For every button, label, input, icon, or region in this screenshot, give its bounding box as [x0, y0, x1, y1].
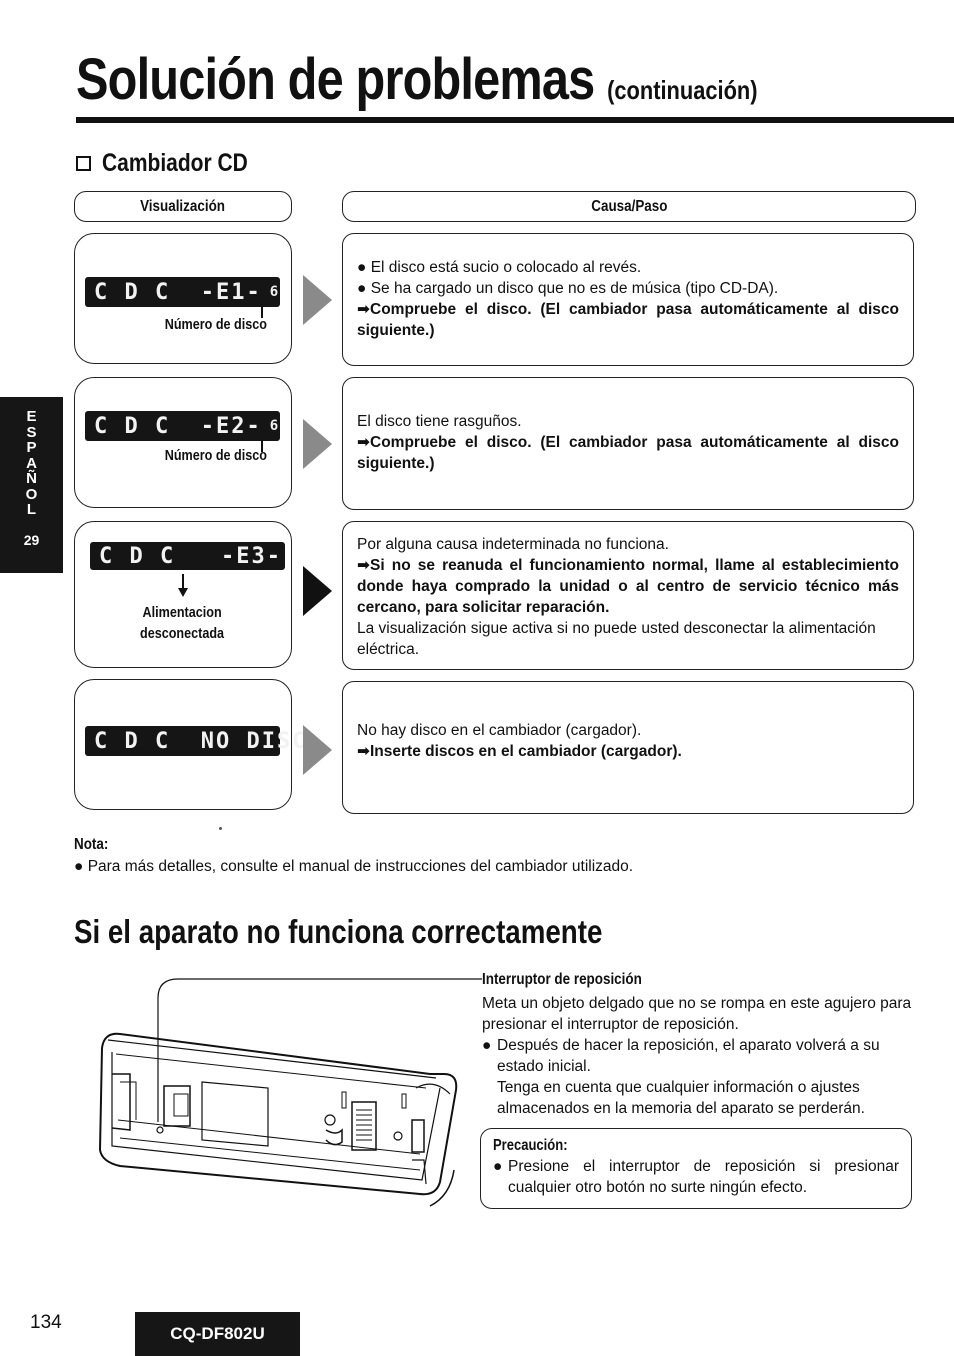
display-box-no-disc: [74, 679, 308, 810]
lcd-error-code: -E1-: [200, 279, 262, 305]
reset-switch-label: Interruptor de reposición: [482, 971, 642, 988]
display-box-e1: [74, 233, 292, 364]
arrow-right-icon: [303, 566, 332, 616]
lcd-display-e2: [85, 411, 280, 441]
precaution-bullet: ● Presione el interruptor de reposición si presionar cualquier otro botón no surte ningún efecto.: [493, 1158, 899, 1196]
arrow-right-icon: [303, 419, 332, 469]
side-tab-letter: E: [26, 408, 37, 425]
lcd-error-code: -E2-: [200, 413, 262, 439]
cause-box-e3: [342, 521, 914, 670]
section-heading: [76, 146, 276, 180]
display-box-e2: [74, 377, 292, 508]
side-tab-page-number: 29: [23, 531, 40, 548]
speck: [219, 827, 222, 830]
side-tab-letter: P: [26, 439, 37, 456]
step-arrow-icon: ➡: [357, 743, 370, 760]
cause-line: No hay disco en el cambiador (cargador).: [357, 722, 642, 739]
column-header-cause-label: Causa/Paso: [590, 197, 668, 215]
step-arrow-icon: ➡: [357, 557, 370, 574]
lcd-display-e1: [85, 277, 280, 307]
step-arrow-icon: ➡: [357, 301, 370, 318]
lcd-display-no-disc: [85, 726, 308, 756]
cause-box-e2: [342, 377, 914, 510]
reset-text: Meta un objeto delgado que no se rompa en este agujero para presionar el interruptor de reposición.: [482, 995, 912, 1033]
arrow-right-icon: [303, 275, 332, 325]
cause-step: ➡Compruebe el disco. (El cambiador pasa automáticamente al disco siguiente.): [357, 301, 899, 339]
section2-title: Si el aparato no funciona correctamente: [74, 913, 603, 950]
lcd-error-code: -E3-: [220, 543, 282, 569]
page-title-sub: (continuación): [607, 75, 758, 105]
cause-box-no-disc: [342, 681, 914, 814]
callout-line: [158, 979, 482, 1122]
lcd-cdc-label: C D C: [94, 279, 171, 305]
cause-line: ● El disco está sucio o colocado al revés.: [357, 259, 642, 276]
precaution-box: [480, 1128, 912, 1209]
cause-step: ➡Inserte discos en el cambiador (cargador).: [357, 743, 682, 760]
cause-line: Por alguna causa indeterminada no funciona.: [357, 536, 669, 553]
column-header-cause: [342, 191, 916, 222]
side-tab-letter: A: [26, 454, 37, 472]
arrow-down-icon: [178, 588, 188, 597]
display-box-e3: [74, 521, 292, 668]
cause-step: ➡Compruebe el disco. (El cambiador pasa automáticamente al disco siguiente.): [357, 434, 899, 472]
lcd-cdc-label: C D C: [99, 543, 176, 569]
caption-power-disconnected: Alimentacion desconectada: [139, 604, 225, 642]
title-rule: [76, 117, 954, 123]
cause-box-e1: [342, 233, 914, 366]
cause-line: ● Se ha cargado un disco que no es de música (tipo CD-DA).: [357, 280, 779, 297]
section-heading-label: Cambiador CD: [102, 148, 248, 177]
caption-disc-number: Número de disco: [164, 447, 268, 464]
reset-instructions: [482, 993, 914, 1119]
lcd-error-code: NO DISC: [200, 728, 308, 754]
cause-step: ➡Si no se reanuda el funcionamiento normal, llame al establecimiento donde haya comprado la unidad o al centro de servicio técnico más cercano, para solicitar reparación.: [357, 557, 899, 616]
step-arrow-icon: ➡: [357, 434, 370, 451]
model-label: CQ-DF802U: [135, 1312, 300, 1356]
column-header-display: [74, 191, 292, 222]
side-tab-letter: S: [26, 423, 37, 441]
side-tab-letter: O: [25, 485, 38, 503]
reset-bullet: ● Después de hacer la reposición, el aparato volverá a su estado inicial.: [482, 1037, 880, 1075]
checkbox-icon: [76, 156, 91, 171]
car-stereo-illustration: [90, 970, 482, 1210]
note-label: Nota:: [74, 836, 109, 853]
arrow-right-icon: [303, 725, 332, 775]
column-header-display-label: Visualización: [140, 197, 226, 215]
cause-line: La visualización sigue activa si no puede usted desconectar la alimentación eléctrica.: [357, 620, 876, 658]
precaution-label: Precaución:: [493, 1137, 568, 1154]
lcd-cdc-label: C D C: [94, 728, 171, 754]
lcd-cdc-label: C D C: [94, 413, 171, 439]
side-tab-letter: Ñ: [26, 470, 37, 487]
language-side-tab: [0, 397, 63, 573]
reset-note: Tenga en cuenta que cualquier información o ajustes almacenados en la memoria del aparato se perderán.: [497, 1079, 865, 1117]
lcd-disc-number: 6: [269, 284, 281, 300]
cause-line: El disco tiene rasguños.: [357, 413, 522, 430]
note-text: ● Para más detalles, consulte el manual de instrucciones del cambiador utilizado.: [74, 858, 634, 875]
lcd-display-e3: [90, 542, 285, 570]
page-title-main: Solución de problemas: [76, 47, 595, 112]
side-tab-letter: L: [26, 501, 37, 518]
page-number: 134: [30, 1312, 62, 1333]
lcd-disc-number: 6: [269, 418, 281, 434]
caption-disc-number: Número de disco: [164, 316, 268, 333]
